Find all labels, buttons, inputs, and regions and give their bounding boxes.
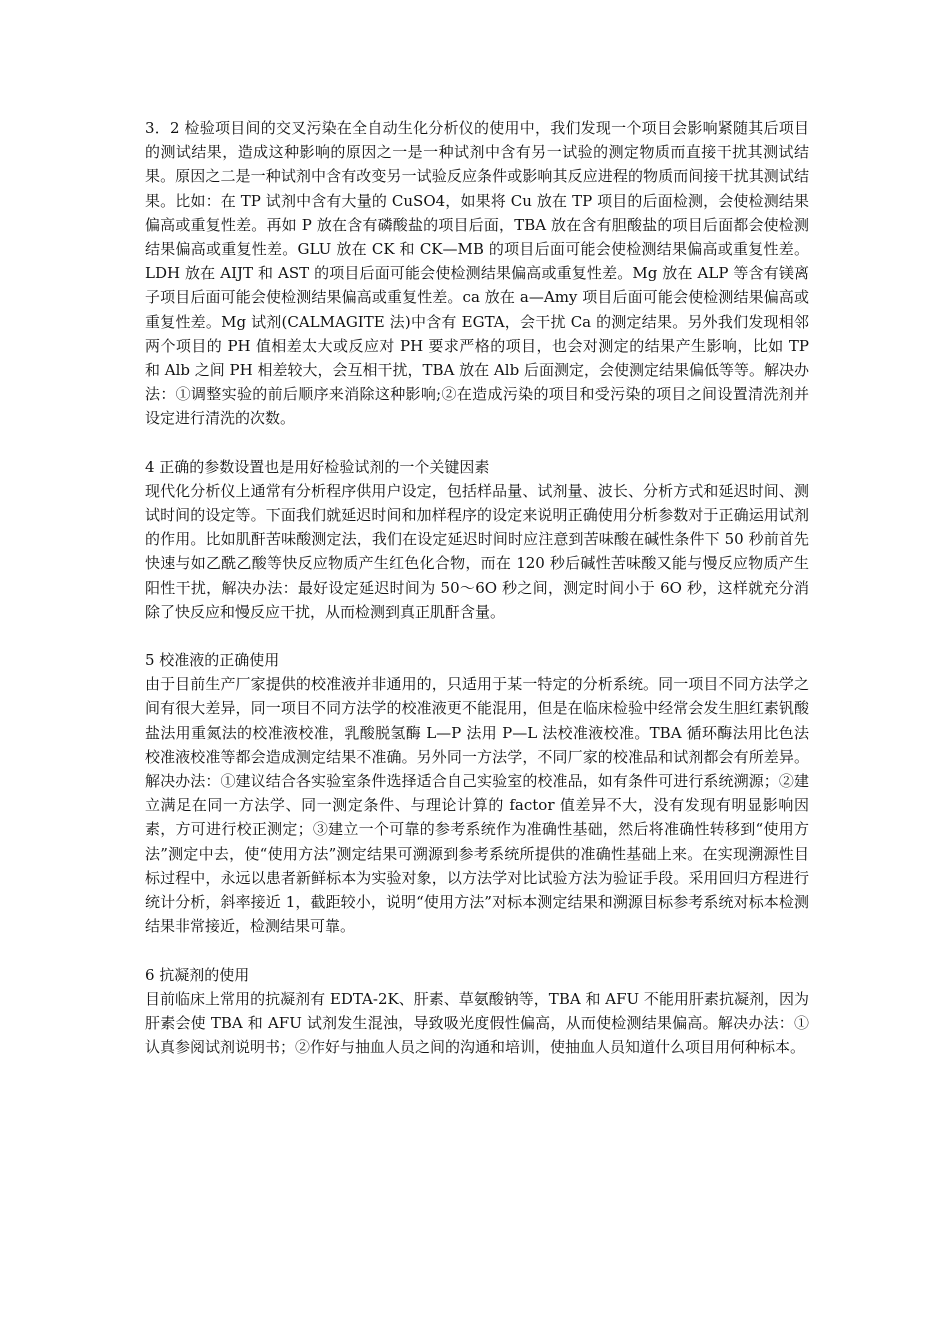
document-page <box>145 116 809 1059</box>
paragraph-gap <box>145 939 809 963</box>
section-3-2-paragraph: 3．2 检验项目间的交叉污染在全自动生化分析仪的使用中，我们发现一个项目会影响紧随其后项目的测试结果，造成这种影响的原因之一是一种试剂中含有另一试验的测定物质而直接干扰其测试结果。原因之二是一种试剂中含有改变另一试验反应条件或影响其反应进程的物质而间接干扰其测试结果。比如：在 TP 试剂中含有大量的 CuSO4，如果将 Cu 放在 TP 项目的后面检测，会使检测结果偏高或重复性差。再如 P 放在含有磷酸盐的项目后面，TBA 放在含有胆酸盐的项目后面都会使检测结果偏高或重复性差。GLU 放在 CK 和 CK—MB 的项目后面可能会使检测结果偏高或重复性差。LDH 放在 AIJT 和 AST 的项目后面可能会使检测结果偏高或重复性差。Mg 放在 ALP 等含有镁离子项目后面可能会使检测结果偏高或重复性差。ca 放在 a—Amy 项目后面可能会使检测结果偏高或重复性差。Mg 试剂(CALMAGITE 法)中含有 EGTA，会干扰 Ca 的测定结果。另外我们发现相邻两个项目的 PH 值相差太大或反应对 PH 要求严格的项目，也会对测定的结果产生影响，比如 TP 和 Alb 之间 PH 相差较大，会互相干扰，TBA 放在 Alb 后面测定，会使测定结果偏低等等。解决办法：①调整实验的前后顺序来消除这种影响;②在造成污染的项目和受污染的项目之间设置清洗剂并设定进行清洗的次数。 <box>145 119 809 428</box>
section-5-paragraph: 由于目前生产厂家提供的校准液并非通用的，只适用于某一特定的分析系统。同一项目不同方法学之间有很大差异，同一项目不同方法学的校准液更不能混用，但是在临床检验中经常会发生胆红素钒酸盐法用重氮法的校准液校准，乳酸脱氢酶 L—P 法用 P—L 法校准液校准。TBA 循环酶法用比色法校准液校准等都会造成测定结果不准确。另外同一方法学，不同厂家的校准品和试剂都会有所差异。解决办法：①建议结合各实验室条件选择适合自己实验室的校准品，如有条件可进行系统溯源；②建立满足在同一方法学、同一测定条件、与理论计算的 factor 值差异不大，没有发现有明显影响因素，方可进行校正测定；③建立一个可靠的参考系统作为准确性基础，然后将准确性转移到“使用方法”测定中去，使“使用方法”测定结果可溯源到参考系统所提供的准确性基础上来。在实现溯源性目标过程中，永远以患者新鲜标本为实验对象，以方法学对比试验方法为验证手段。采用回归方程进行统计分析，斜率接近 1，截距较小，说明“使用方法”对标本测定结果和溯源目标参考系统对标本检测结果非常接近，检测结果可靠。 <box>145 675 809 936</box>
section-5-heading: 5 校准液的正确使用 <box>145 651 280 670</box>
section-6-heading: 6 抗凝剂的使用 <box>145 965 250 984</box>
section-6-paragraph: 目前临床上常用的抗凝剂有 EDTA-2K、肝素、草氨酸钠等，TBA 和 AFU 不能用肝素抗凝剂，因为肝素会使 TBA 和 AFU 试剂发生混浊，导致吸光度假性偏高，从而使检测结果偏高。解决办法：①认真参阅试剂说明书；②作好与抽血人员之间的沟通和培训，使抽血人员知道什么项目用何种标本。 <box>145 989 809 1057</box>
section-4-paragraph: 现代化分析仪上通常有分析程序供用户设定，包括样品量、试剂量、波长、分析方式和延迟时间、测试时间的设定等。下面我们就延迟时间和加样程序的设定来说明正确使用分析参数对于正确运用试剂的作用。比如肌酐苦味酸测定法，我们在设定延迟时间时应注意到苦味酸在碱性条件下 50 秒前首先快速与如乙酰乙酸等快反应物质产生红色化合物，而在 120 秒后碱性苦味酸又能与慢反应物质产生阳性干扰，解决办法：最好设定延迟时间为 50～6O 秒之间，测定时间小于 6O 秒，这样就充分消除了快反应和慢反应干扰，从而检测到真正肌酐含量。 <box>145 481 809 621</box>
paragraph-gap <box>145 624 809 648</box>
section-4-heading: 4 正确的参数设置也是用好检验试剂的一个关键因素 <box>145 457 490 476</box>
paragraph-gap <box>145 431 809 455</box>
